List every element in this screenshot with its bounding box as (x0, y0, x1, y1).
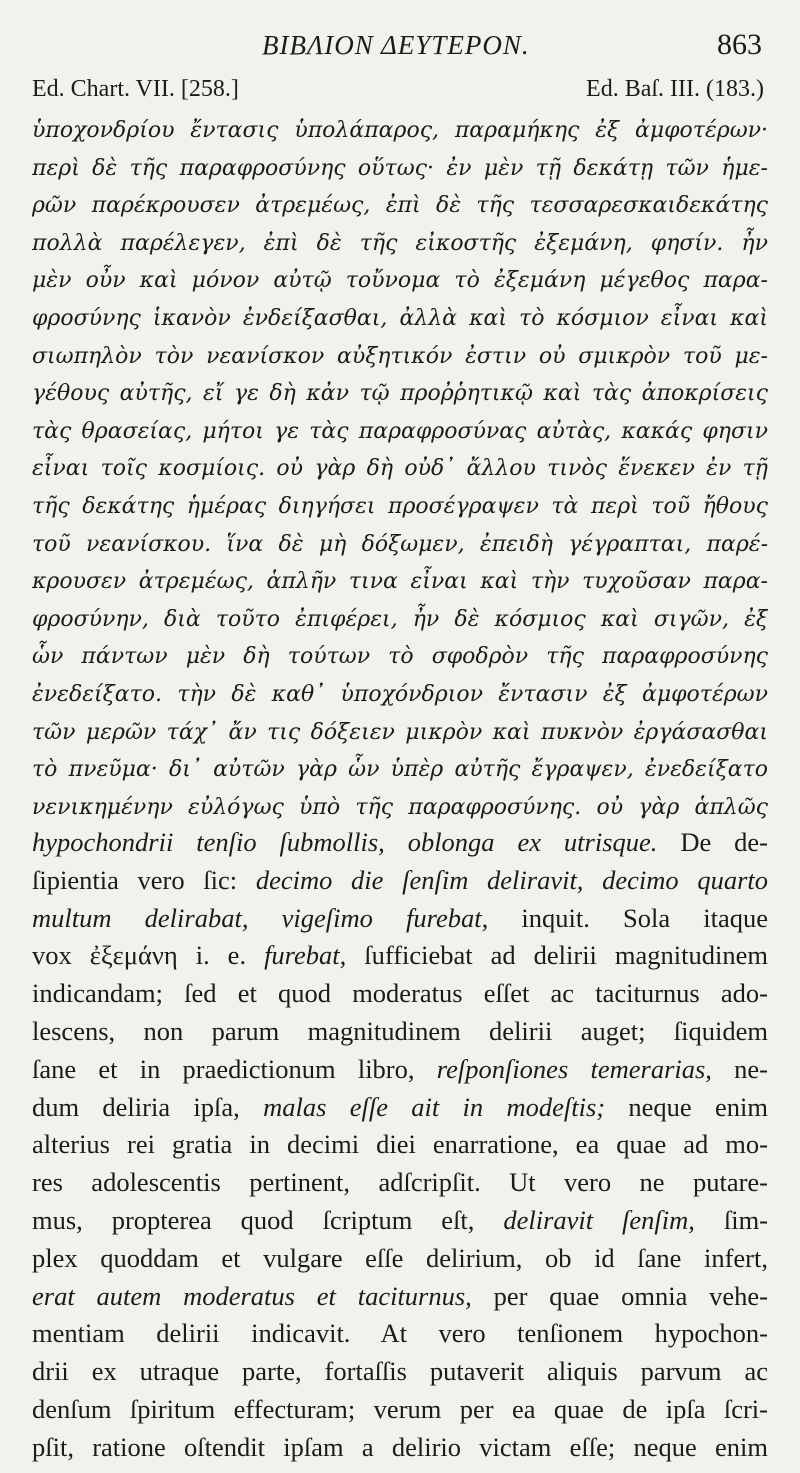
roman-run: mentiam delirii indicavit. At vero tenſionem hypochon- (32, 1318, 768, 1349)
greek-line: τῶν μερῶν τάχ᾽ ἄν τις δόξειεν μικρὸν καὶ πυκνὸν ἐργάσασθαι (32, 719, 768, 745)
roman-run: res adolescentis pertinent, adſcripſit. Ut vero ne putare- (32, 1167, 768, 1198)
latin-line (32, 1429, 768, 1467)
italic-run: multum delirabat, vigeſimo furebat, (32, 902, 489, 933)
latin-line (32, 1126, 768, 1164)
latin-line (32, 937, 768, 975)
latin-line (32, 1353, 768, 1391)
latin-line (32, 1089, 768, 1127)
italic-run: deliravit ſenſim, (503, 1204, 695, 1235)
greek-line: περὶ δὲ τῆς παραφροσύνης οὕτως· ἐν μὲν τῇ δεκάτῃ τῶν ἡμε- (32, 155, 768, 181)
greek-line: τοῦ νεανίσκου. ἵνα δὲ μὴ δόξωμεν, ἐπειδὴ γέγραπται, παρέ- (32, 531, 768, 557)
italic-run: furebat, (264, 940, 347, 971)
latin-line (32, 1278, 768, 1316)
greek-line: ρῶν παρέκρουσεν ἀτρεμέως, ἐπὶ δὲ τῆς τεσσαρεσκαιδεκάτης (32, 193, 768, 219)
roman-run: indicandam; ſed et quod moderatus eſſet ac taciturnus ado- (32, 978, 768, 1009)
greek-line: μὲν οὖν καὶ μόνον αὐτῷ τοὔνομα τὸ ἐξεμάνη μέγεθος παρα- (32, 268, 768, 294)
latin-line (32, 1391, 768, 1429)
roman-run: lescens, non parum magnitudinem delirii auget; ſiquidem (32, 1015, 768, 1046)
roman-run: dum deliria ipſa, (32, 1091, 264, 1122)
greek-line: ὧν πάντων μὲν δὴ τούτων τὸ σφοδρὸν τῆς παραφροσύνης (32, 644, 768, 670)
roman-run: inquit. Sola itaque (488, 902, 768, 933)
italic-run: reſponſiones temerarias, (436, 1053, 712, 1084)
latin-line (32, 1164, 768, 1202)
edition-chartier: Ed. Chart. VII. [258.] (32, 76, 239, 102)
greek-line: φροσύνης ἱκανὸν ἐνδείξασθαι, ἀλλὰ καὶ τὸ κόσμιον εἶναι καὶ (32, 305, 768, 331)
page-number: 863 (717, 28, 762, 61)
roman-run: ne- (711, 1053, 768, 1084)
roman-run: per quae omnia vehe- (471, 1280, 768, 1311)
latin-line (32, 824, 768, 862)
roman-run: plex quoddam et vulgare eſſe delirium, ob id ſane infert, (32, 1242, 768, 1273)
running-head (0, 28, 800, 68)
greek-line: ὑποχονδρίου ἔντασις ὑπολάπαρος, παραμήκης ἐξ ἀμφοτέρων· (32, 118, 768, 143)
roman-run: ſane et in praedictionum libro, (32, 1053, 437, 1084)
latin-line (32, 1051, 768, 1089)
greek-line: φροσύνην, διὰ τοῦτο ἐπιφέρει, ἦν δὲ κόσμιος καὶ σιγῶν, ἐξ (32, 606, 768, 632)
roman-run: denſum ſpiritum effecturam; verum per ea quae de ipſa ſcri- (32, 1393, 768, 1424)
roman-run: vox ἐξεμάνη i. e. (32, 940, 265, 971)
roman-run: mus, propterea quod ſcriptum eſt, (32, 1204, 504, 1235)
roman-run: neque enim (605, 1091, 768, 1122)
italic-run: decimo die ſenſim deliravit, decimo quarto (255, 864, 768, 895)
roman-run: ſipientia vero ſic: (32, 864, 256, 895)
roman-run: ſufficiebat ad delirii magnitudinem (346, 940, 768, 971)
roman-run: drii ex utraque parte, fortaſſis putaverit aliquis parvum ac (32, 1356, 768, 1387)
greek-line: τὸ πνεῦμα· δι᾽ αὐτῶν γὰρ ὧν ὑπὲρ αὐτῆς ἔγραψεν, ἐνεδείξατο (32, 757, 768, 783)
greek-text (32, 112, 768, 826)
greek-line: σιωπηλὸν τὸν νεανίσκον αὐξητικόν ἐστιν οὐ σμικρὸν τοῦ με- (32, 343, 768, 369)
greek-line: κρουσεν ἀτρεμέως, ἁπλῆν τινα εἶναι καὶ τὴν τυχοῦσαν παρα- (32, 569, 768, 595)
latin-line (32, 1315, 768, 1353)
greek-line: τὰς θρασείας, μήτοι γε τὰς παραφροσύνας αὐτὰς, κακάς φησιν (32, 418, 768, 444)
latin-line (32, 1240, 768, 1278)
roman-run: ſim- (694, 1204, 768, 1235)
edition-references (32, 76, 764, 108)
book-title: ΒΙΒΛΙΟΝ ΔΕΥΤΕΡΟΝ. (262, 30, 530, 60)
greek-line: τῆς δεκάτης ἡμέρας διηγήσει προσέγραψεν τὰ περὶ τοῦ ἤθους (32, 493, 768, 519)
greek-line: ἐνεδείξατο. τὴν δὲ καθ᾽ ὑποχόνδριον ἔντασιν ἐξ ἀμφοτέρων (32, 681, 768, 707)
latin-line (32, 1202, 768, 1240)
greek-line: νενικημένην εὐλόγως ὑπὸ τῆς παραφροσύνης. οὐ γὰρ ἁπλῶς (32, 794, 768, 820)
roman-run: alterius rei gratia in decimi diei enarratione, ea quae ad mo- (32, 1129, 768, 1160)
roman-run: pſit, ratione oſtendit ipſam a delirio victam eſſe; neque enim (32, 1431, 768, 1462)
latin-line (32, 975, 768, 1013)
latin-line (32, 1013, 768, 1051)
latin-line (32, 900, 768, 938)
italic-run: erat autem moderatus et taciturnus, (32, 1280, 472, 1311)
greek-line: εἶναι τοῖς κοσμίοις. οὐ γὰρ δὴ οὐδ᾽ ἄλλου τινὸς ἕνεκεν ἐν τῇ (32, 456, 768, 482)
greek-line: γέθους αὐτῆς, εἴ γε δὴ κἀν τῷ προῤῥητικῷ καὶ τὰς ἀποκρίσεις (32, 381, 768, 407)
latin-line (32, 862, 768, 900)
greek-line: πολλὰ παρέλεγεν, ἐπὶ δὲ τῆς εἰκοστῆς ἐξεμάνη, φησίν. ἦν (32, 230, 768, 256)
latin-translation (32, 824, 768, 1467)
italic-run: hypochondrii tenſio ſubmollis, oblonga ex utrisque. (32, 827, 658, 857)
italic-run: malas eſſe ait in modeſtis; (263, 1091, 606, 1122)
roman-run: De de- (657, 827, 768, 857)
edition-basel: Ed. Baſ. III. (183.) (586, 76, 764, 102)
